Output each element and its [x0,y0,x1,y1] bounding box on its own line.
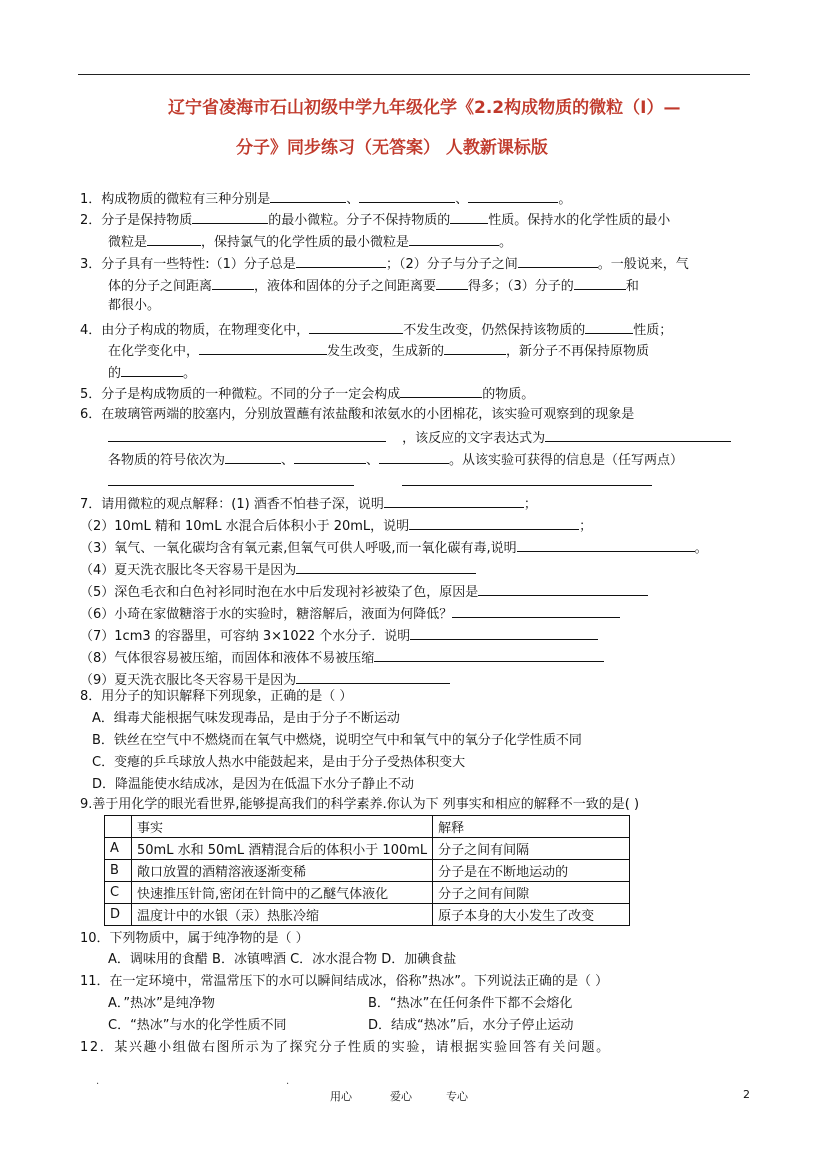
question-7-item: （2）10mL 精和 10mL 水混合后体积小于 20mL，说明 ； [80,516,592,536]
blank[interactable] [270,189,346,203]
blank[interactable] [436,276,468,290]
blank[interactable] [409,516,579,530]
table-row [105,860,630,882]
table-cell: D [105,904,132,926]
footer-left: 用心 [330,1090,352,1103]
table-row [105,882,630,904]
table-cell: B [105,860,132,882]
blank[interactable] [199,341,327,355]
question-6-line4 [108,472,652,492]
header-rule [78,74,750,75]
question-7-item: （7）1cm3 的容器里，可容纳 3×1022 个水分子．说明 [80,626,598,646]
table-cell: 分子是在不断地运动的 [433,860,630,882]
blank[interactable] [468,189,558,203]
blank[interactable] [518,254,598,268]
question-9-stem: 9.善于用化学的眼光看世界,能够提高我们的科学素养.你认为下 列事实和相应的解释不一致的是( ) [80,797,640,812]
question-4-line3: 的 。 [108,363,196,383]
blank[interactable] [374,648,604,662]
page-mark: . [286,1076,290,1087]
question-8-stem: 8．用分子的知识解释下列现象，正确的是（ ） [80,689,353,704]
blank[interactable] [108,428,386,442]
table-cell: 原子本身的大小发生了改变 [433,904,630,926]
question-4-line2: 在化学变化中， 发生改变，生成新的 ，新分子不再保持原物质 [108,341,649,361]
blank[interactable] [409,232,499,246]
blank[interactable] [400,384,482,398]
question-11-option-d: D．结成“热冰”后，水分子停止运动 [368,1018,574,1033]
question-3-line3: 都很小。 [108,298,161,313]
table-cell: 50mL 水和 50mL 酒精混合后的体积小于 100mL [132,838,433,860]
blank[interactable] [384,494,524,508]
question-7-item: （3）氧气、一氧化碳均含有氧元素,但氧气可供人呼吸,而一氧化碳有毒,说明 。 [80,538,708,558]
question-10-options: A．调味用的食醋 B．冰镇啤酒 C．冰水混合物 D．加碘食盐 [108,952,457,967]
question-6-line2: ，该反应的文字表达式为 [108,428,731,448]
question-1: 1．构成物质的微粒有三种分别是 、 、 。 [80,189,571,209]
question-8-option: D．降温能使水结成冰，是因为在低温下水分子静止不动 [92,777,415,792]
blank[interactable] [574,276,626,290]
blank[interactable] [410,626,598,640]
blank[interactable] [296,254,386,268]
table-cell: A [105,838,132,860]
document-title-line1: 辽宁省凌海市石山初级中学九年级化学《2.2构成物质的微粒（Ⅰ）— [168,98,681,118]
document-title-line2: 分子》同步练习（无答案） 人教新课标版 [236,138,548,158]
footer-right: 专心 [446,1090,468,1103]
table-row [105,904,630,926]
page-number: 2 [743,1088,750,1101]
blank[interactable] [545,428,731,442]
question-8-option: C．变瘪的乒乓球放人热水中能鼓起来，是由于分子受热体积变大 [92,755,466,770]
blank[interactable] [309,320,403,334]
table-header-row [105,816,630,838]
blank[interactable] [296,560,476,574]
question-2-line2: 微粒是 ，保持氯气的化学性质的最小微粒是 。 [108,232,512,252]
question-6-line1: 6．在玻璃管两端的胶塞内，分别放置蘸有浓盐酸和浓氨水的小团棉花，该实验可观察到的现象是 [80,407,635,422]
question-11-option-b: B．“热冰”在任何条件下都不会熔化 [368,996,573,1011]
blank[interactable] [379,450,449,464]
table-header-cell: 解释 [433,816,630,838]
question-6-line3: 各物质的符号依次为 、 、 。从该实验可获得的信息是（任写两点） [108,450,683,470]
question-1-text: 1．构成物质的微粒有三种分别是 [80,192,271,207]
blank[interactable] [444,341,506,355]
blank[interactable] [121,363,183,377]
question-7-item: （8）气体很容易被压缩，而固体和液体不易被压缩 [80,648,604,668]
blank[interactable] [192,210,268,224]
question-7-item: （6）小琦在家做糖溶于水的实验时，糖溶解后，液面为何降低？ [80,604,620,624]
question-7-item: （4）夏天洗衣服比冬天容易干是因为 [80,560,476,580]
table-cell: 分子之间有间隙 [433,882,630,904]
blank[interactable] [452,604,620,618]
table-cell: 温度计中的水银（汞）热胀冷缩 [132,904,433,926]
question-3-line1: 3．分子具有一些特性:（1）分子总是 ；（2）分子与分子之间 。一般说来，气 [80,254,689,274]
footer-middle: 爱心 [390,1090,412,1103]
blank[interactable] [108,472,354,486]
table-cell: C [105,882,132,904]
blank[interactable] [225,450,281,464]
blank[interactable] [294,450,366,464]
question-11-option-c: C．“热冰”与水的化学性质不同 [108,1018,287,1033]
question-8-option: A．缉毒犬能根据气味发现毒品，是由于分子不断运动 [92,711,400,726]
blank[interactable] [359,189,455,203]
blank[interactable] [585,320,633,334]
question-5: 5．分子是构成物质的一种微粒。不同的分子一定会构成 的物质。 [80,384,534,404]
question-11-stem: 11．在一定环境中，常温常压下的水可以瞬间结成冰，俗称”热冰”。下列说法正确的是（ ） [80,974,609,989]
question-10-stem: 10．下列物质中，属于纯净物的是（ ） [80,931,309,946]
question-7-intro: 7．请用微粒的观点解释：(1) 酒香不怕巷子深，说明 ； [80,494,537,514]
blank[interactable] [147,232,201,246]
table-cell: 快速推压针筒,密闭在针筒中的乙醚气体液化 [132,882,433,904]
question-7-item: （9）夏天洗衣服比冬天容易干是因为 [80,670,450,690]
question-8-option: B．铁丝在空气中不燃烧而在氧气中燃烧，说明空气中和氧气中的氧分子化学性质不同 [92,733,582,748]
question-12-stem: 12．某兴趣小组做右图所示为了探究分子性质的实验，请根据实验回答有关问题。 [80,1040,611,1055]
question-3-line2: 体的分子之间距离 ，液体和固体的分子之间距离要 得多；（3）分子的 和 [108,276,639,296]
question-11-option-a: A．”热冰”是纯净物 [108,996,215,1011]
table-cell: 分子之间有间隔 [433,838,630,860]
question-7-item: （5）深色毛衣和白色衬衫同时泡在水中后发现衬衫被染了色，原因是 [80,582,648,602]
table-cell: 敞口放置的酒精溶液逐渐变稀 [132,860,433,882]
blank[interactable] [402,472,652,486]
table-header-cell [105,816,132,838]
page-mark: . [96,1076,100,1087]
blank[interactable] [517,538,695,552]
blank[interactable] [478,582,648,596]
question-9-table [104,815,630,926]
blank[interactable] [296,670,450,684]
blank[interactable] [212,276,254,290]
question-4-line1: 4．由分子构成的物质，在物理变化中， 不发生改变，仍然保持该物质的 性质； [80,320,672,340]
blank[interactable] [450,210,488,224]
table-header-cell: 事实 [132,816,433,838]
question-2-line1: 2．分子是保持物质 的最小微粒。分子不保持物质的 性质。保持水的化学性质的最小 [80,210,670,230]
table-row [105,838,630,860]
